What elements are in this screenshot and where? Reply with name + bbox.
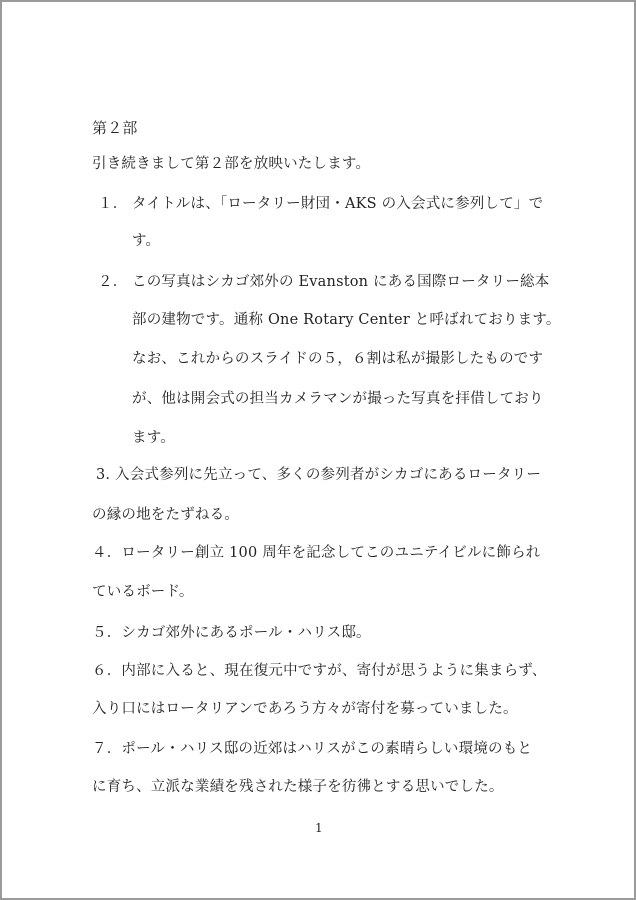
item-5-line-1: ５．シカゴ郊外にあるポール・ハリス邸。 (92, 625, 371, 641)
item-2-line-3: なお、これからのスライドの５，６割は私が撮影したものです (132, 351, 544, 367)
item-6-line-2: 入り口にはロータリアンであろう方々が寄付を募っていました。 (92, 701, 518, 717)
item-3-line-2: の縁の地をたずねる。 (92, 507, 239, 523)
item-3-line-1: 3. 入会式参列に先立って、多くの参列者がシカゴにあるロータリー (96, 467, 542, 483)
item-6-line-1: ６．内部に入ると、現在復元中ですが、寄付が思うように集まらず、 (92, 663, 547, 679)
section-heading: 第２部 (92, 119, 138, 137)
item-4-line-1: ４．ロータリー創立 100 周年を記念してこのユニテイビルに飾られ (92, 545, 541, 561)
item-2-line-5: ます。 (132, 430, 175, 446)
item-2-line-2: 部の建物です。通称 One Rotary Center と呼ばれております。 (132, 312, 561, 328)
item-7-line-2: に育ち、立派な業績を残された様子を彷彿とする思いでした。 (92, 779, 504, 795)
item-4-line-2: ているボード。 (92, 584, 194, 600)
item-2-number: ２． (98, 274, 128, 290)
item-2-line-1: この写真はシカゴ郊外の Evanston にある国際ロータリー総本 (132, 274, 550, 290)
item-1-line-2: す。 (132, 233, 161, 249)
item-1-number: １． (98, 196, 128, 212)
intro-text: 引き続きまして第２部を放映いたします。 (92, 156, 371, 172)
page-number: 1 (315, 821, 323, 835)
item-7-line-1: ７．ポール・ハリス邸の近郊はハリスがこの素晴らしい環境のもと (92, 741, 533, 757)
item-2-line-4: が、他は開会式の担当カメラマンが撮った写真を拝借しており (132, 391, 544, 407)
item-1-line-1: タイトルは、「ロータリー財団・AKS の入会式に参列して」で (132, 196, 544, 212)
